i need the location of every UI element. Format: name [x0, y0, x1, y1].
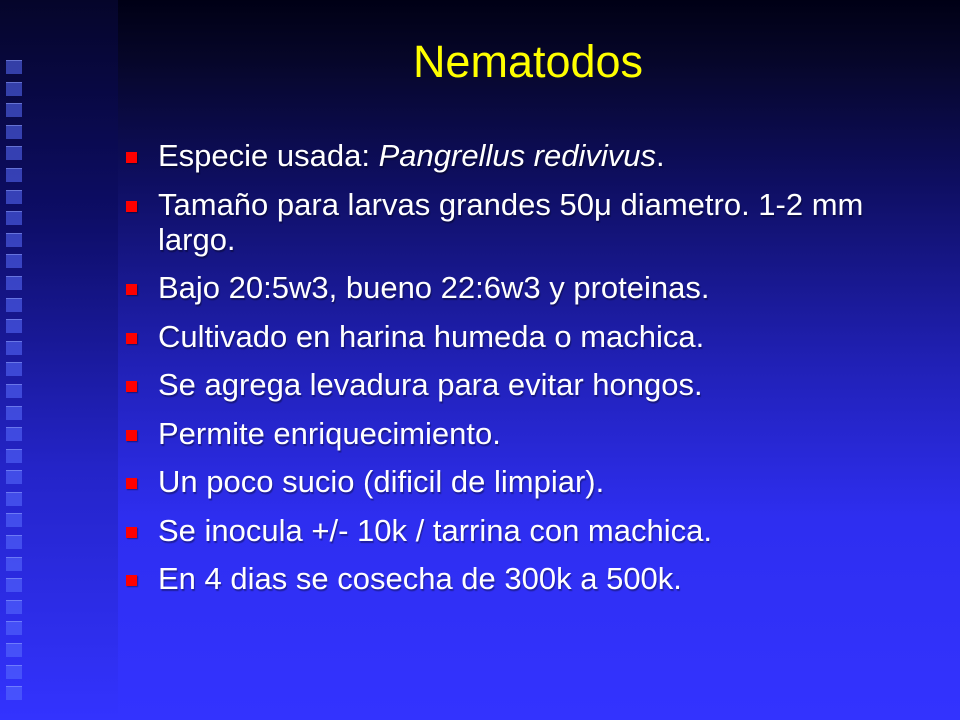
decorative-square [6, 665, 22, 679]
decorative-square [6, 168, 22, 182]
bullet-text: Especie usada: [158, 138, 379, 173]
bullet-square-icon [126, 430, 137, 441]
decorative-square [6, 470, 22, 484]
decorative-square [6, 557, 22, 571]
decorative-square [6, 341, 22, 355]
bullet-item [126, 319, 946, 354]
decorative-square [6, 103, 22, 117]
decorative-square [6, 427, 22, 441]
bullet-item [126, 138, 946, 173]
decorative-square [6, 406, 22, 420]
decorative-square [6, 146, 22, 160]
decorative-square [6, 492, 22, 506]
decorative-square [6, 82, 22, 96]
decorative-square [6, 621, 22, 635]
decorative-square [6, 60, 22, 74]
decorative-square [6, 319, 22, 333]
decorative-square [6, 535, 22, 549]
decorative-square [6, 276, 22, 290]
bullet-item [126, 187, 946, 257]
decorative-square [6, 686, 22, 700]
bullet-square-icon [126, 284, 137, 295]
decorative-square [6, 125, 22, 139]
decorative-square [6, 190, 22, 204]
bullet-square-icon [126, 527, 137, 538]
decorative-square [6, 449, 22, 463]
decorative-square [6, 233, 22, 247]
bullet-text: Permite enriquecimiento. [158, 415, 501, 451]
slide-title: Nematodos [412, 36, 644, 87]
bullet-square-icon [126, 478, 137, 489]
bullet-item [126, 416, 946, 451]
bullet-square-icon [126, 201, 137, 212]
bullet-item [126, 513, 946, 548]
bullet-text: Se inocula +/- 10k / tarrina con machica. [158, 512, 712, 548]
bullet-item [126, 464, 946, 499]
bullet-italic-text: Pangrellus redivivus [378, 138, 657, 173]
bullet-square-icon [126, 152, 137, 163]
bullet-text: En 4 dias se cosecha de 300k a 500k. [158, 561, 682, 596]
decorative-square [6, 362, 22, 376]
decorative-square [6, 643, 22, 657]
decorative-square-column [6, 60, 30, 708]
decorative-square [6, 384, 22, 398]
decorative-square [6, 600, 22, 614]
decorative-square [6, 211, 22, 225]
bullet-text: Cultivado en harina humeda o machica. [158, 318, 705, 354]
bullet-text: Un poco sucio (dificil de limpiar). [158, 464, 605, 499]
bullet-suffix: . [656, 138, 665, 173]
decorative-square [6, 298, 22, 312]
decorative-square [6, 578, 22, 592]
bullet-item [126, 270, 946, 305]
bullet-square-icon [126, 381, 137, 392]
bullet-square-icon [126, 575, 137, 586]
decorative-square [6, 513, 22, 527]
bullet-text: Se agrega levadura para evitar hongos. [158, 367, 703, 402]
bullet-item [126, 561, 946, 596]
bullet-text: Bajo 20:5w3, bueno 22:6w3 y proteinas. [158, 270, 710, 305]
left-decorative-strip [0, 0, 118, 720]
bullet-list [126, 138, 946, 610]
bullet-item [126, 367, 946, 402]
decorative-square [6, 254, 22, 268]
bullet-square-icon [126, 333, 137, 344]
bullet-text: Tamaño para larvas grandes 50μ diametro. 1-2 mm largo. [158, 186, 864, 257]
